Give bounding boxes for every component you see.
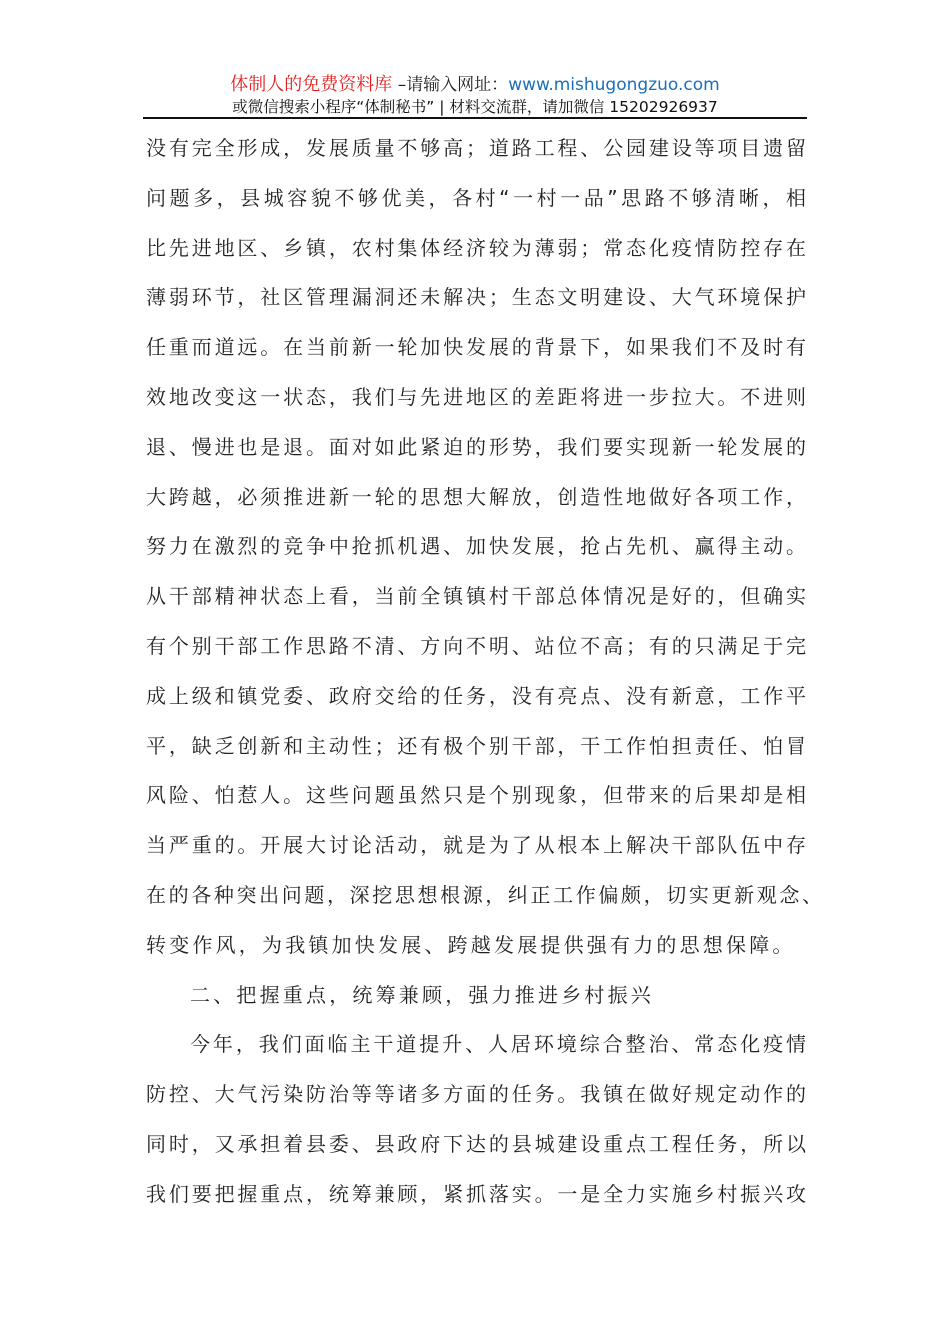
text-line: 同时，又承担着县委、县政府下达的县城建设重点工程任务，所以 — [146, 1131, 806, 1156]
text-line: 今年，我们面临主干道提升、人居环境综合整治、常态化疫情 — [190, 1032, 806, 1057]
text-line: 薄弱环节，社区管理漏洞还未解决；生态文明建设、大气环境保护 — [146, 285, 806, 310]
text-line: 防控、大气污染防治等等诸多方面的任务。我镇在做好规定动作的 — [146, 1082, 806, 1107]
text-line: 任重而道远。在当前新一轮加快发展的背景下，如果我们不及时有 — [146, 335, 806, 360]
text-line: 退、慢进也是退。面对如此紧迫的形势，我们要实现新一轮发展的 — [146, 434, 806, 459]
text-line: 平，缺乏创新和主动性；还有极个别干部，干工作怕担责任、怕冒 — [146, 733, 806, 758]
text-line: 大跨越，必须推进新一轮的思想大解放，创造性地做好各项工作， — [146, 484, 806, 509]
text-line: 转变作风，为我镇加快发展、跨越发展提供强有力的思想保障。 — [146, 932, 796, 957]
text-line: 比先进地区、乡镇，农村集体经济较为薄弱；常态化疫情防控存在 — [146, 235, 806, 260]
text-line: 在的各种突出问题，深挖思想根源，纠正工作偏颇，切实更新观念、 — [146, 882, 822, 907]
watermark-header-line1 — [0, 70, 950, 96]
watermark-header-line2: 或微信搜索小程序“体制秘书” | 材料交流群，请加微信 15202926937 — [232, 98, 718, 116]
url-prompt: –请输入网址： — [397, 75, 509, 95]
site-url-link[interactable]: www.mishugongzuo.com — [508, 75, 720, 95]
text-line: 有个别干部工作思路不清、方向不明、站位不高；有的只满足于完 — [146, 633, 806, 658]
text-line: 问题多，县城容貌不够优美，各村“一村一品”思路不够清晰，相 — [146, 185, 806, 210]
text-line: 成上级和镇党委、政府交给的任务，没有亮点、没有新意，工作平 — [146, 683, 806, 708]
text-line: 我们要把握重点，统筹兼顾，紧抓落实。一是全力实施乡村振兴攻 — [146, 1181, 806, 1206]
section-heading: 二、把握重点，统筹兼顾，强力推进乡村振兴 — [190, 982, 654, 1007]
text-line: 没有完全形成，发展质量不够高；道路工程、公园建设等项目遗留 — [146, 136, 806, 160]
text-line: 当严重的。开展大讨论活动，就是为了从根本上解决干部队伍中存 — [146, 833, 806, 858]
header-divider — [143, 117, 807, 119]
document-body — [146, 133, 822, 1229]
text-line: 从干部精神状态上看，当前全镇镇村干部总体情况是好的，但确实 — [146, 584, 806, 609]
text-line: 风险、怕惹人。这些问题虽然只是个别现象，但带来的后果却是相 — [146, 783, 806, 808]
text-line: 效地改变这一状态，我们与先进地区的差距将进一步拉大。不进则 — [146, 384, 806, 409]
text-line: 努力在激烈的竞争中抢抓机遇、加快发展，抢占先机、赢得主动。 — [146, 534, 806, 559]
brand-name: 体制人的免费资料库 — [230, 74, 393, 95]
